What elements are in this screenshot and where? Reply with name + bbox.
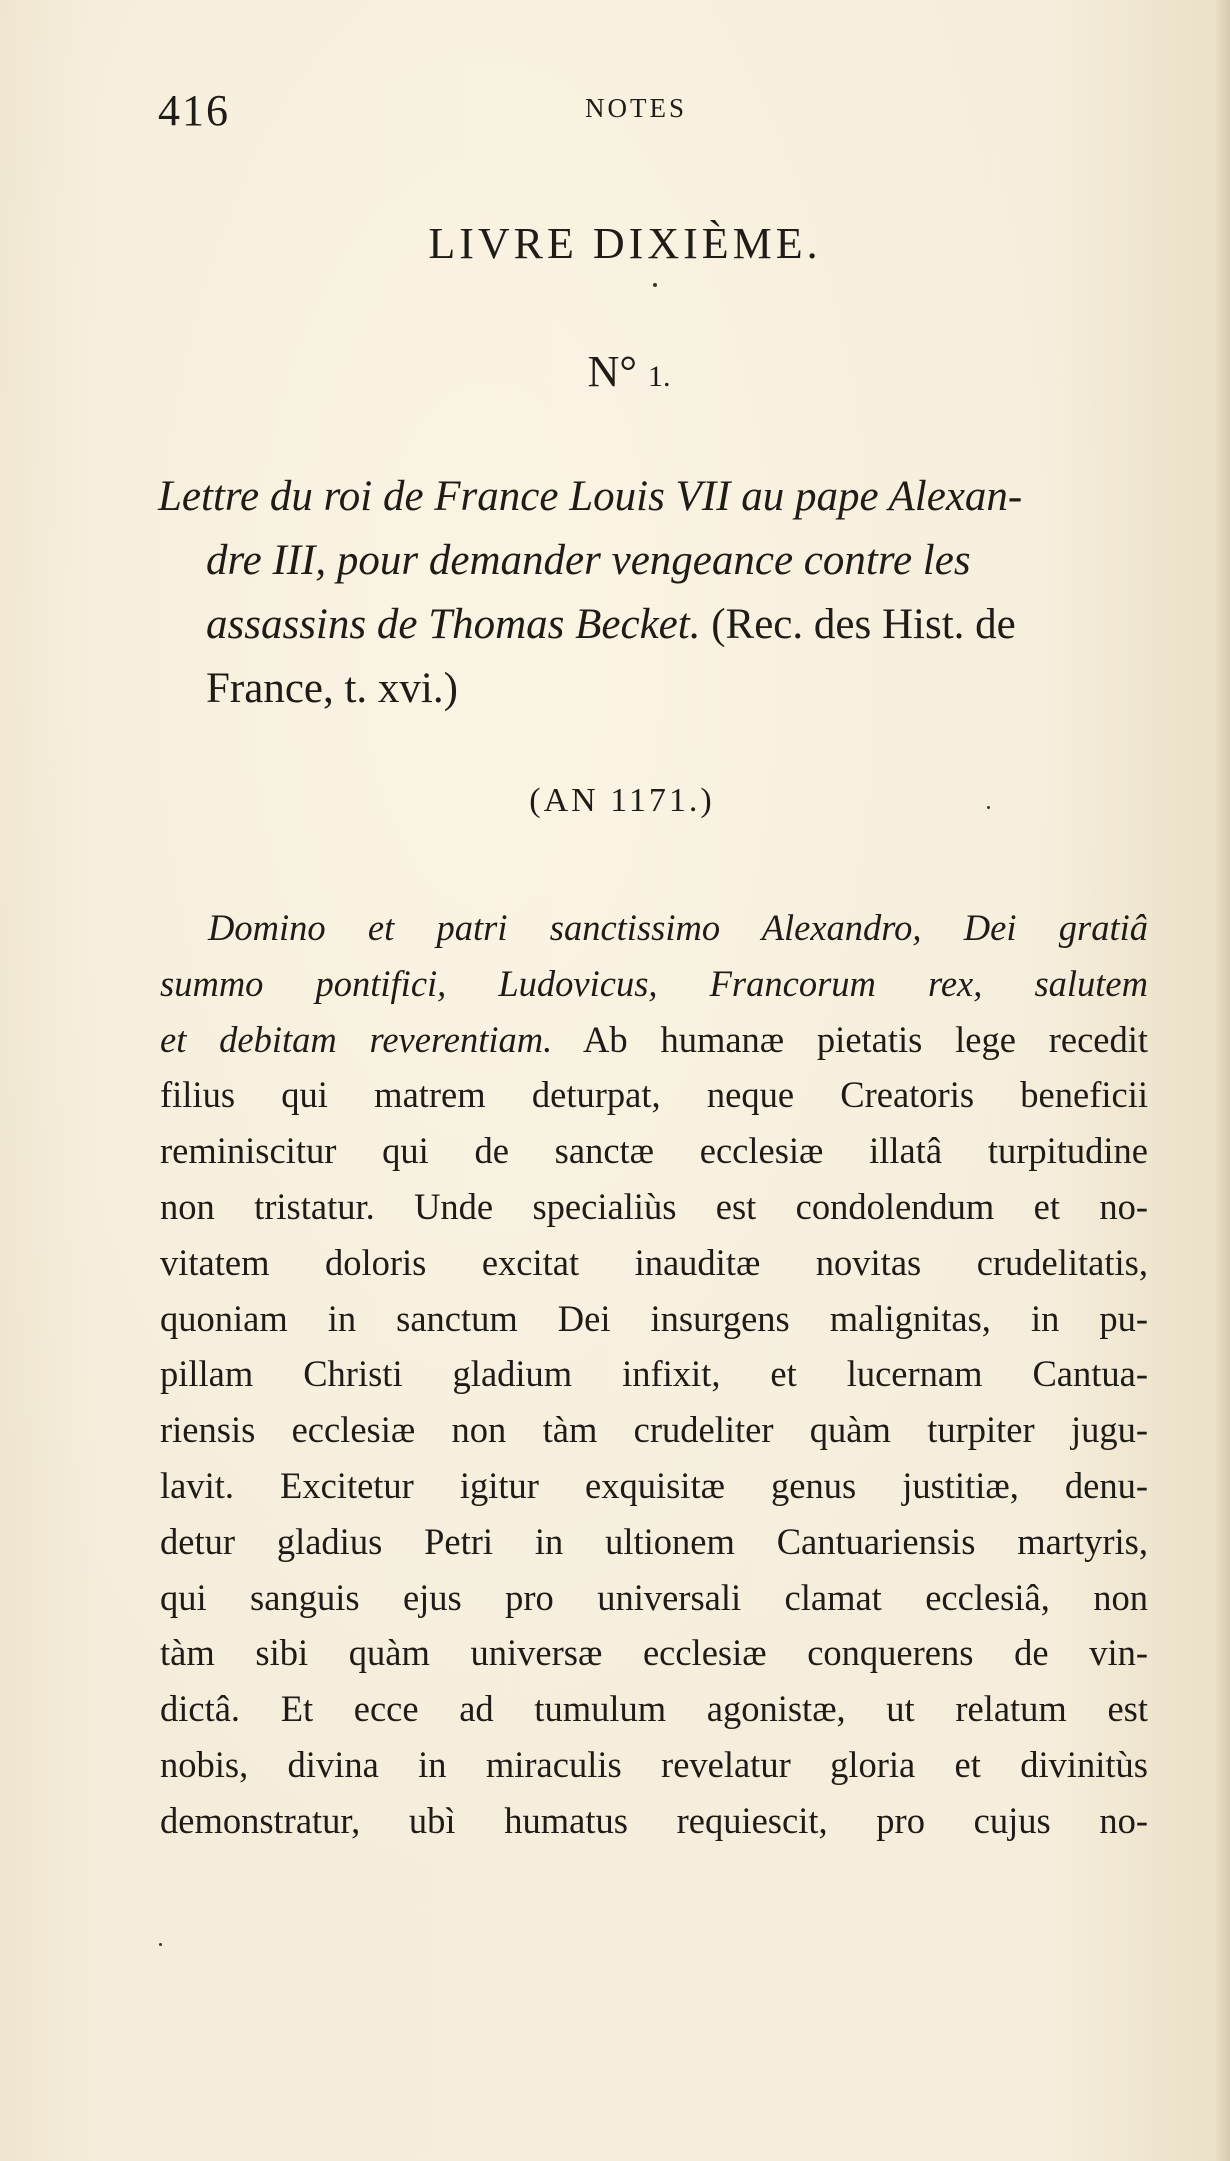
page-header: [0, 85, 1230, 135]
heading-line-3-source: (Rec. des Hist. de: [711, 601, 1016, 648]
body-line: riensis ecclesiæ non tàm crudeliter quàm turpiter jugu-: [160, 1409, 1148, 1451]
body-line: nobis, divina in miraculis revelatur gloria et divinitùs: [160, 1743, 1148, 1785]
body-line-roman: Ab humanæ pietatis lege recedit: [552, 1018, 1149, 1060]
body-line: lavit. Excitetur igitur exquisitæ genus justitiæ, denu-: [160, 1464, 1148, 1506]
ink-speck: [987, 806, 990, 809]
body-line: dictâ. Et ecce ad tumulum agonistæ, ut relatum est: [160, 1688, 1148, 1730]
heading-line-1: Lettre du roi de France Louis VII au pape Alexan-: [158, 473, 1023, 520]
body-line-italic: et debitam reverentiam.: [160, 1018, 553, 1060]
body-line: pillam Christi gladium infixit, et lucernam Cantua-: [160, 1353, 1148, 1395]
body-line: [160, 1012, 1148, 1068]
year-line: (AN 1171.): [529, 782, 715, 819]
book-title: LIVRE DIXIÈME.: [428, 219, 822, 268]
body-line: vitatem doloris excitat inauditæ novitas crudelitatis,: [160, 1241, 1148, 1283]
document-number-prefix: N°: [587, 347, 637, 396]
heading-line-2: dre III, pour demander vengeance contre les: [206, 537, 971, 584]
body-line: quoniam in sanctum Dei insurgens malignitas, in pu-: [160, 1297, 1148, 1339]
body-line: non tristatur. Unde specialiùs est condolendum et no-: [160, 1185, 1148, 1227]
body-line: reminiscitur qui de sanctæ ecclesiæ illatâ turpitudine: [160, 1130, 1148, 1172]
ink-speck: [653, 283, 657, 287]
body-line: tàm sibi quàm universæ ecclesiæ conquerens de vin-: [160, 1632, 1148, 1674]
letter-body: [160, 900, 1148, 1849]
running-head: NOTES: [585, 93, 687, 123]
heading-line-3-italic: assassins de Thomas Becket.: [206, 601, 701, 648]
body-line: demonstratur, ubì humatus requiescit, pro cujus no-: [160, 1799, 1148, 1841]
heading-line-3: [158, 593, 1148, 657]
body-line: qui sanguis ejus pro universali clamat ecclesiâ, non: [160, 1576, 1148, 1618]
body-line: filius qui matrem deturpat, neque Creatoris beneficii: [160, 1074, 1148, 1116]
body-line: detur gladius Petri in ultionem Cantuariensis martyris,: [160, 1520, 1148, 1562]
document-number: [0, 346, 1230, 397]
document-number-value: 1.: [647, 360, 671, 393]
body-line: summo pontifici, Ludovicus, Francorum rex, salutem: [160, 962, 1148, 1004]
ink-speck: [159, 1943, 162, 1946]
letter-heading: [158, 465, 1148, 721]
page-number: 416: [158, 86, 230, 135]
page-edge-shadow: [1216, 0, 1230, 2161]
heading-line-4: France, t. xvi.): [206, 665, 458, 712]
body-line: Domino et patri sanctissimo Alexandro, Dei gratiâ: [208, 907, 1148, 948]
